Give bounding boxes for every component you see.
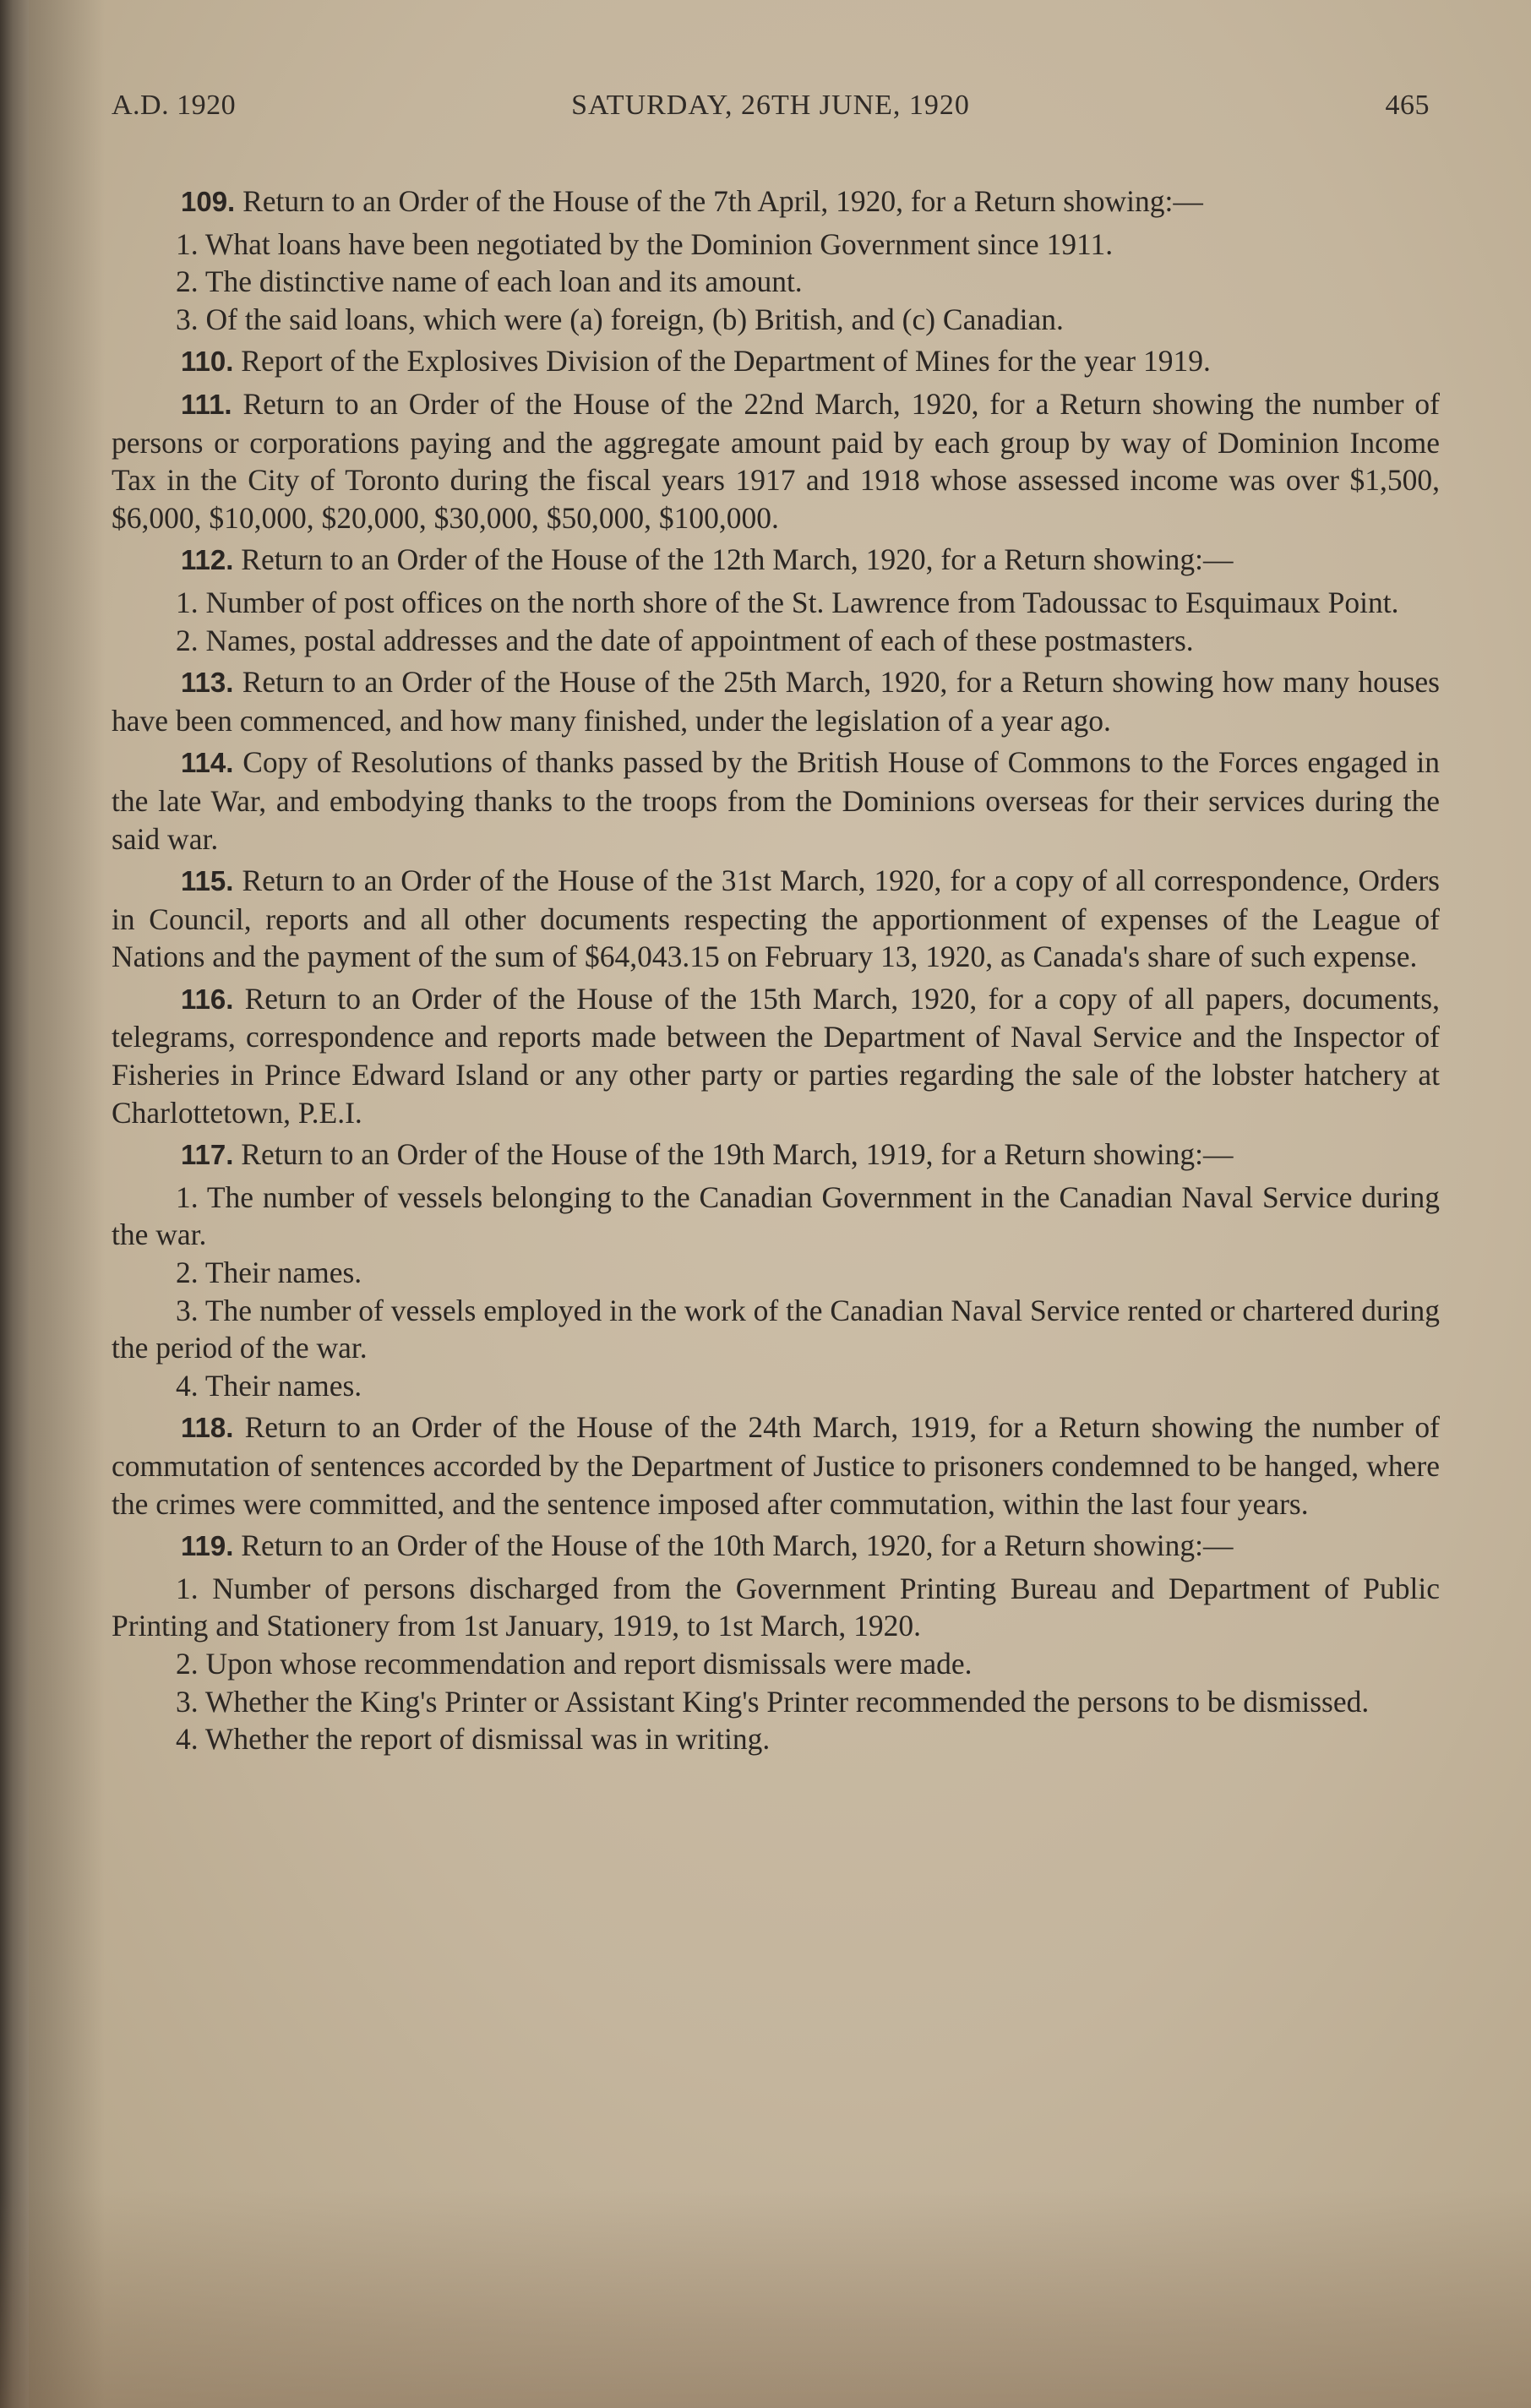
entry-text: Return to an Order of the House of the 7th April, 1920, for a Return showing:— [242,184,1203,218]
entry-number: 112. [181,544,234,576]
entry-paragraph [112,541,1440,580]
entry-subitem: 4. Whether the report of dismissal was in writing. [176,1722,771,1757]
entry-text: Report of the Explosives Division of the Department of Mines for the year 1919. [241,344,1211,379]
entry-text: Return to an Order of the House of the 12th March, 1920, for a Return showing:— [241,542,1234,577]
entry-number: 116. [181,983,234,1015]
page-number: 465 [1385,90,1430,121]
entry-paragraph [112,1527,1440,1566]
entry-number: 118. [181,1412,234,1444]
entry-subitem: 2. Their names. [176,1256,362,1290]
entry-subitem: 1. What loans have been negotiated by the Dominion Government since 1911. [176,226,1114,261]
entry-text: Return to an Order of the House of the 15th March, 1920, for a copy of all papers, documents, telegrams, correspondence and reports made between the Department of Naval Service and the Inspector of Fisheries in Prince Edward Island or any other party or parties regarding the sale of the lobster hatchery at Charlottetown, P.E.I. [112,981,1441,1130]
entry-paragraph [112,1136,1440,1174]
entry-number: 119. [181,1530,234,1562]
entry-paragraph [112,385,1440,537]
entry-number: 109. [181,186,236,217]
entry-text: Return to an Order of the House of the 25th March, 1920, for a Return showing how many houses have been commenced, and how many finished, under the legislation of a year ago. [112,665,1440,738]
entry-subitem: 3. Whether the King's Printer or Assistant King's Printer recommended the persons to be dismissed. [176,1684,1370,1719]
entry-text: Return to an Order of the House of the 10th March, 1920, for a Return showing:— [241,1528,1234,1563]
entry-paragraph [112,744,1440,858]
entry-text: Return to an Order of the House of the 24th March, 1919, for a Return showing the number of commutation of sentences accorded by the Department of Justice to prisoners condemned to be hanged, where the crimes were committed, and the sentence imposed after commutation, within the last four years. [112,1410,1440,1521]
entry-subitem: 3. The number of vessels employed in the work of the Canadian Naval Service rented or chartered during the period of the war. [112,1293,1440,1365]
page-stain [0,2188,1531,2408]
entry-paragraph [112,183,1440,221]
running-header [112,90,1430,127]
entry-text: Copy of Resolutions of thanks passed by the British House of Commons to the Forces engaged in the late War, and embodying thanks to the troops from the Dominions overseas for their services during the said war. [112,745,1440,856]
header-date: SATURDAY, 26TH JUNE, 1920 [571,90,970,121]
entry-text: Return to an Order of the House of the 22nd March, 1920, for a Return showing the number of persons or corporations paying and the aggregate amount paid by each group by way of Dominion Income Tax in the City of Toronto during the fiscal years 1917 and 1918 whose assessed income was over $1,500, $6,000, $10,000, $20,000, $30,000, $50,000, $100,000. [112,386,1440,535]
entry-subitem: 2. Names, postal addresses and the date of appointment of each of these postmasters. [176,623,1194,657]
entry-number: 111. [181,388,232,420]
entry-number: 113. [181,667,234,699]
entry-subitem: 4. Their names. [176,1368,362,1403]
entry-subitem: 1. Number of persons discharged from the Government Printing Bureau and Department of Public Printing and Stationery from 1st January, 1919, to 1st March, 1920. [112,1571,1440,1643]
entry-subitem: 2. The distinctive name of each loan and its amount. [176,264,803,299]
entry-paragraph [112,862,1440,976]
entry-text: Return to an Order of the House of the 31st March, 1920, for a copy of all correspondence, Orders in Council, reports and all other documents respecting the apportionment of expenses of the League of Nations and the payment of the sum of $64,043.15 on February 13, 1920, as Canada's share of such expense. [112,864,1440,974]
entry-number: 117. [181,1139,234,1171]
book-binding-edge [0,0,29,2408]
entry-subitem: 1. Number of post offices on the north shore of the St. Lawrence from Tadoussac to Esquimaux Point. [176,585,1399,619]
gutter-shadow [29,0,105,2408]
sessional-papers-list [112,183,1440,1758]
entry-number: 115. [181,865,234,897]
entry-number: 110. [181,346,234,378]
entry-subitem: 3. Of the said loans, which were (a) foreign, (b) British, and (c) Canadian. [176,302,1064,336]
entry-subitem: 1. The number of vessels belonging to the Canadian Government in the Canadian Naval Service during the war. [112,1179,1440,1252]
entry-subitem: 2. Upon whose recommendation and report dismissals were made. [176,1646,973,1681]
entry-paragraph [112,980,1440,1131]
entry-paragraph [112,663,1440,739]
entry-text: Return to an Order of the House of the 19th March, 1919, for a Return showing:— [241,1137,1234,1172]
entry-paragraph [112,1408,1440,1523]
entry-paragraph [112,342,1440,381]
entry-number: 114. [181,747,234,779]
header-year: A.D. 1920 [112,90,237,121]
